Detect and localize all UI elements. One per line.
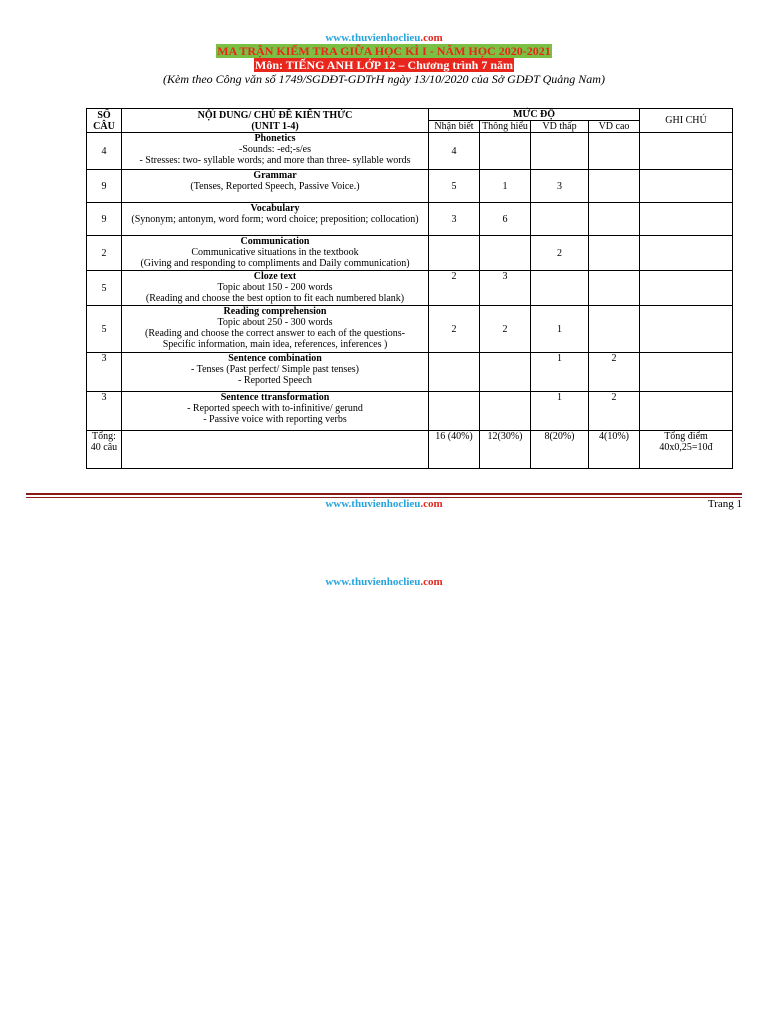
row-count: 5 bbox=[87, 306, 122, 353]
row-count: 3 bbox=[87, 353, 122, 392]
site-footer-link[interactable] bbox=[0, 498, 768, 510]
cell-ghi-chu bbox=[640, 353, 733, 392]
cell-thong-hieu bbox=[480, 236, 531, 271]
row-content bbox=[122, 271, 429, 306]
total-note bbox=[640, 431, 733, 469]
total-row bbox=[87, 431, 733, 469]
header-level-nhan-biet: Nhận biết bbox=[429, 121, 480, 133]
cell-nhan-biet bbox=[429, 392, 480, 431]
total-note-line: 40x0,25=10đ bbox=[659, 442, 713, 453]
site-bottom-link[interactable] bbox=[0, 576, 768, 588]
row-title: Sentence ttransformation bbox=[220, 392, 330, 403]
table-row bbox=[87, 170, 733, 203]
total-vd-thap: 8(20%) bbox=[531, 431, 589, 469]
cell-vd-thap bbox=[531, 271, 589, 306]
row-content bbox=[122, 353, 429, 392]
cell-vd-cao bbox=[589, 236, 640, 271]
row-count: 9 bbox=[87, 203, 122, 236]
row-content bbox=[122, 133, 429, 170]
cell-ghi-chu bbox=[640, 271, 733, 306]
cell-vd-thap: 1 bbox=[531, 306, 589, 353]
row-line: Specific information, main idea, references, inferences ) bbox=[162, 339, 388, 350]
cell-nhan-biet bbox=[429, 236, 480, 271]
row-line: - Reported speech with to-infinitive/ gerund bbox=[187, 403, 363, 414]
row-title: Communication bbox=[240, 236, 310, 247]
cell-vd-cao bbox=[589, 170, 640, 203]
page-number: Trang 1 bbox=[707, 498, 742, 510]
cell-thong-hieu: 1 bbox=[480, 170, 531, 203]
row-line: Topic about 150 - 200 words bbox=[217, 282, 333, 293]
row-line: Communicative situations in the textbook bbox=[191, 247, 359, 258]
row-title: Sentence combination bbox=[228, 353, 322, 364]
document-reference: (Kèm theo Công văn số 1749/SGDĐT-GDTrH ngày 13/10/2020 của Sở GDĐT Quảng Nam) bbox=[163, 72, 605, 86]
header-noi-dung bbox=[122, 109, 429, 133]
cell-vd-thap: 3 bbox=[531, 170, 589, 203]
cell-vd-thap bbox=[531, 133, 589, 170]
row-title: Cloze text bbox=[253, 271, 297, 282]
row-line: (Reading and choose the correct answer to each of the questions- bbox=[145, 328, 405, 339]
cell-ghi-chu bbox=[640, 392, 733, 431]
row-line: (Synonym; antonym, word form; word choice; preposition; collocation) bbox=[131, 214, 419, 225]
row-title: Vocabulary bbox=[250, 203, 300, 214]
cell-vd-thap: 2 bbox=[531, 236, 589, 271]
cell-vd-cao: 2 bbox=[589, 392, 640, 431]
table-row bbox=[87, 392, 733, 431]
cell-vd-thap bbox=[531, 203, 589, 236]
cell-vd-cao: 2 bbox=[589, 353, 640, 392]
row-line: - Reported Speech bbox=[238, 375, 312, 386]
header-row-1 bbox=[87, 109, 733, 121]
header-level-vd-thap: VD thấp bbox=[531, 121, 589, 133]
cell-vd-cao bbox=[589, 203, 640, 236]
cell-thong-hieu: 3 bbox=[480, 271, 531, 306]
total-thong-hieu: 12(30%) bbox=[480, 431, 531, 469]
site-header-link[interactable] bbox=[0, 32, 768, 44]
header-muc-do: MỨC ĐỘ bbox=[429, 109, 640, 121]
row-line: - Passive voice with reporting verbs bbox=[203, 414, 347, 425]
cell-thong-hieu bbox=[480, 353, 531, 392]
cell-ghi-chu bbox=[640, 170, 733, 203]
row-content bbox=[122, 170, 429, 203]
table-row bbox=[87, 203, 733, 236]
total-note-line: Tổng điểm bbox=[664, 431, 708, 442]
site-name: www.thuvienhoclieu bbox=[325, 498, 421, 510]
table-row bbox=[87, 133, 733, 170]
header-level-thong-hieu: Thông hiểu bbox=[480, 121, 531, 133]
row-title: Reading comprehension bbox=[223, 306, 327, 317]
row-line: -Sounds: -ed;-s/es bbox=[239, 144, 311, 155]
header-so-cau: SỐ CÂU bbox=[87, 109, 122, 133]
total-label: Tổng: 40 câu bbox=[87, 431, 122, 469]
row-count: 5 bbox=[87, 271, 122, 306]
site-domain: .com bbox=[420, 576, 443, 588]
cell-thong-hieu: 6 bbox=[480, 203, 531, 236]
cell-nhan-biet bbox=[429, 353, 480, 392]
cell-vd-cao bbox=[589, 133, 640, 170]
cell-thong-hieu: 2 bbox=[480, 306, 531, 353]
cell-nhan-biet: 2 bbox=[429, 271, 480, 306]
cell-vd-thap: 1 bbox=[531, 392, 589, 431]
row-count: 4 bbox=[87, 133, 122, 170]
total-nhan-biet: 16 (40%) bbox=[429, 431, 480, 469]
row-line: (Tenses, Reported Speech, Passive Voice.) bbox=[190, 181, 360, 192]
exam-matrix-table bbox=[86, 108, 733, 469]
cell-thong-hieu bbox=[480, 133, 531, 170]
table-row bbox=[87, 271, 733, 306]
cell-vd-thap: 1 bbox=[531, 353, 589, 392]
total-vd-cao: 4(10%) bbox=[589, 431, 640, 469]
row-count: 3 bbox=[87, 392, 122, 431]
cell-ghi-chu bbox=[640, 203, 733, 236]
cell-nhan-biet: 2 bbox=[429, 306, 480, 353]
row-line: Topic about 250 - 300 words bbox=[217, 317, 333, 328]
title-text: MA TRẬN KIỂM TRA GIỮA HỌC KÌ I - NĂM HỌC 2020-2021 bbox=[217, 44, 551, 58]
document-title bbox=[0, 44, 768, 58]
cell-ghi-chu bbox=[640, 236, 733, 271]
header-unit-label: (UNIT 1-4) bbox=[251, 120, 299, 132]
row-line: (Reading and choose the best option to fit each numbered blank) bbox=[145, 293, 405, 304]
row-content bbox=[122, 306, 429, 353]
site-domain: .com bbox=[420, 498, 443, 510]
total-content bbox=[122, 431, 429, 469]
cell-vd-cao bbox=[589, 306, 640, 353]
row-count: 2 bbox=[87, 236, 122, 271]
site-name: www.thuvienhoclieu bbox=[325, 576, 421, 588]
table-row bbox=[87, 306, 733, 353]
header-ghi-chu: GHI CHÚ bbox=[640, 109, 733, 133]
row-title: Grammar bbox=[253, 170, 297, 181]
row-title: Phonetics bbox=[254, 133, 296, 144]
cell-nhan-biet: 5 bbox=[429, 170, 480, 203]
cell-vd-cao bbox=[589, 271, 640, 306]
row-line: (Giving and responding to compliments and Daily communication) bbox=[140, 258, 410, 269]
cell-nhan-biet: 3 bbox=[429, 203, 480, 236]
row-line: - Stresses: two- syllable words; and more than three- syllable words bbox=[139, 155, 411, 166]
document-subject bbox=[0, 58, 768, 72]
cell-ghi-chu bbox=[640, 133, 733, 170]
subject-text: Môn: TIẾNG ANH LỚP 12 – Chương trình 7 năm bbox=[255, 58, 513, 72]
cell-nhan-biet: 4 bbox=[429, 133, 480, 170]
site-name: www.thuvienhoclieu bbox=[325, 32, 421, 44]
header-level-vd-cao: VD cao bbox=[589, 121, 640, 133]
row-line: - Tenses (Past perfect/ Simple past tenses) bbox=[191, 364, 359, 375]
row-content bbox=[122, 203, 429, 236]
header-noi-dung-label: NỘI DUNG/ CHỦ ĐỀ KIẾN THỨC bbox=[197, 109, 353, 121]
table-row bbox=[87, 236, 733, 271]
cell-ghi-chu bbox=[640, 306, 733, 353]
footer-divider bbox=[26, 493, 742, 495]
table-row bbox=[87, 353, 733, 392]
cell-thong-hieu bbox=[480, 392, 531, 431]
site-domain: .com bbox=[420, 32, 443, 44]
row-content bbox=[122, 236, 429, 271]
row-content bbox=[122, 392, 429, 431]
row-count: 9 bbox=[87, 170, 122, 203]
